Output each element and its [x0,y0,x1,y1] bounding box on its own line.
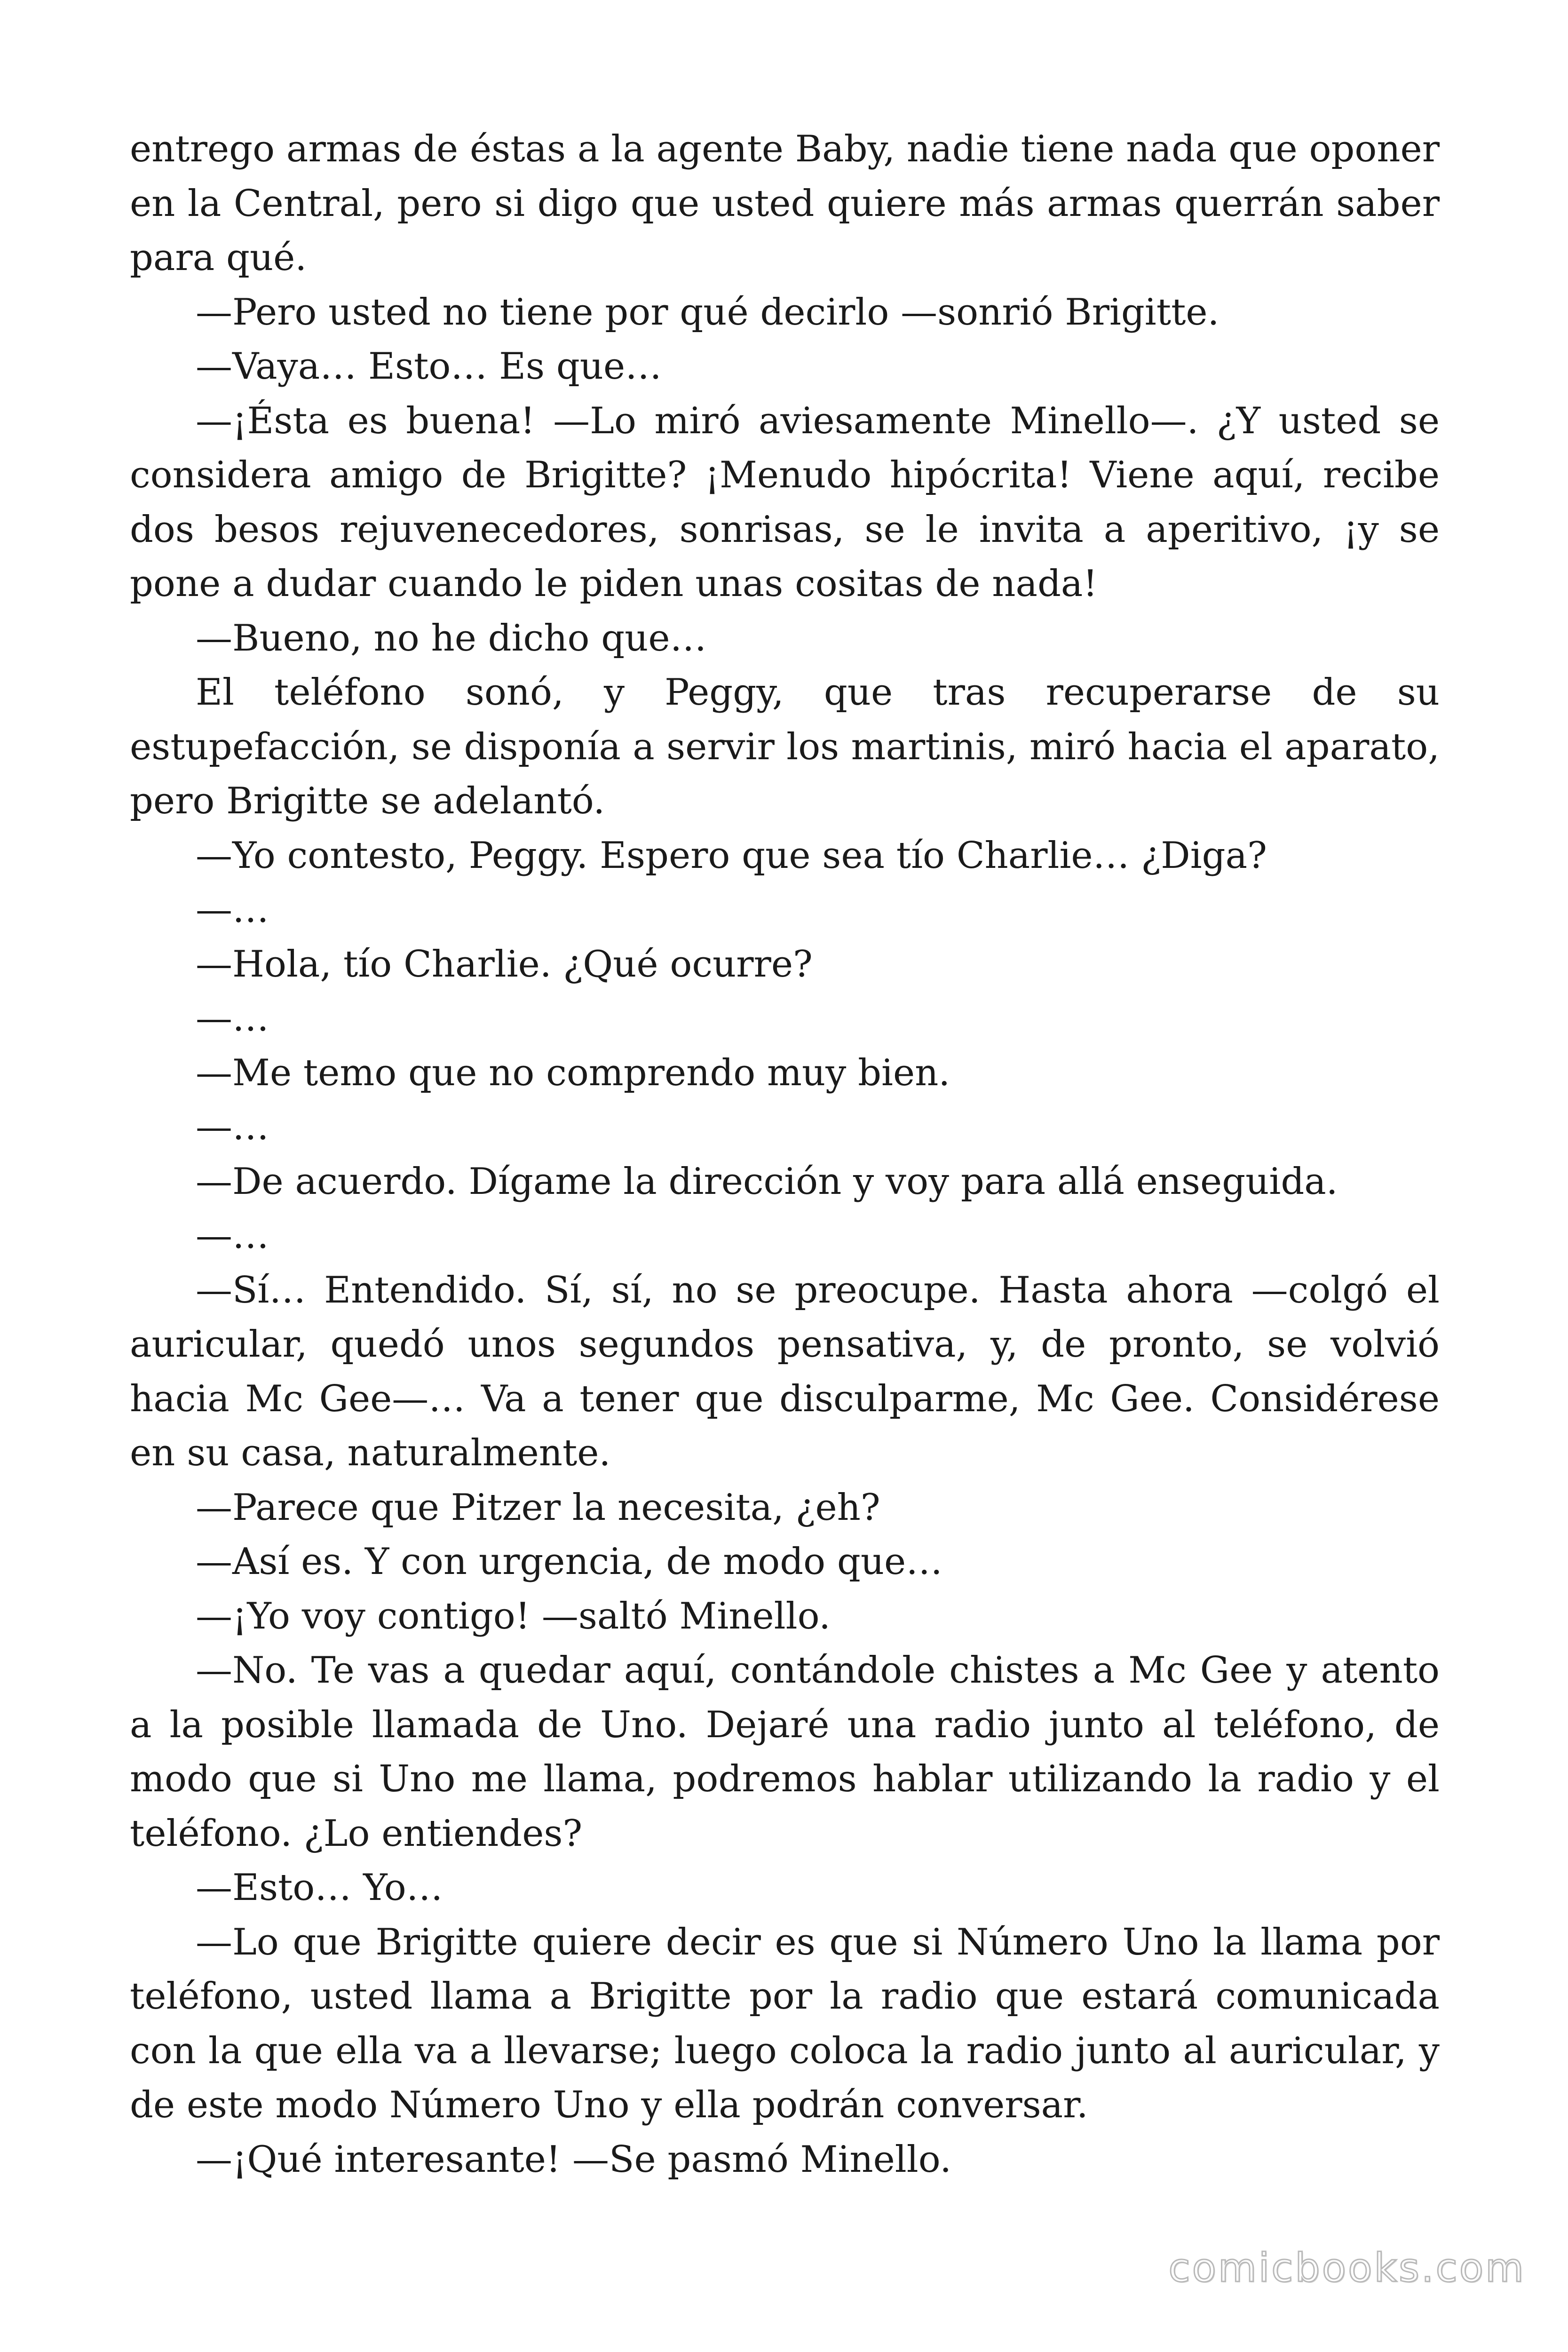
paragraph: —Lo que Brigitte quiere decir es que si Número Uno la llama por teléfono, usted llama a Brigitte por la radio que estará comunicada con la que ella va a llevarse; luego coloca la radio junto al auricular, y de este modo Número Uno y ella podrán conversar. [130,1921,1440,2126]
paragraph: entrego armas de éstas a la agente Baby, nadie tiene nada que oponer en la Central, pero si digo que usted quiere más armas querrán saber para qué. [130,128,1440,279]
paragraph: —¡Ésta es buena! —Lo miró aviesamente Minello—. ¿Y usted se considera amigo de Brigitte? ¡Menudo hipócrita! Viene aquí, recibe dos besos rejuvenecedores, sonrisas, se le invita a aperitivo, ¡y se pone a dudar cuando le piden unas cositas de nada! [130,399,1440,605]
paragraph: —No. Te vas a quedar aquí, contándole chistes a Mc Gee y atento a la posible llamada de Uno. Dejaré una radio junto al teléfono, de modo que si Uno me llama, podremos hablar utilizando la radio y el teléfono. ¿Lo entiendes? [130,1649,1440,1855]
paragraph: —Bueno, no he dicho que… [196,617,707,660]
paragraph: —¡Qué interesante! —Se pasmó Minello. [196,2138,952,2181]
paragraph: —Sí… Entendido. Sí, sí, no se preocupe. Hasta ahora —colgó el auricular, quedó unos segundos pensativa, y, de pronto, se volvió hacia Mc Gee—… Va a tener que disculparme, Mc Gee. Considérese en su casa, naturalmente. [130,1269,1440,1474]
paragraph: —… [196,1215,269,1257]
paragraph: —Esto… Yo… [196,1867,443,1909]
paragraph: —Hola, tío Charlie. ¿Qué ocurre? [196,943,813,985]
paragraph: —Pero usted no tiene por qué decirlo —sonrió Brigitte. [196,291,1220,334]
paragraph: —… [196,1106,269,1148]
paragraph: —De acuerdo. Dígame la dirección y voy para allá enseguida. [196,1160,1338,1203]
paragraph: —¡Yo voy contigo! —saltó Minello. [196,1595,831,1637]
paragraph: —Vaya… Esto… Es que… [196,345,662,388]
paragraph: —Me temo que no comprendo muy bien. [196,1051,950,1094]
book-page-text [130,122,1440,2187]
paragraph: —Así es. Y con urgencia, de modo que… [196,1541,943,1583]
watermark-logo: comicbooks.com [1168,2245,1526,2291]
paragraph: —Yo contesto, Peggy. Espero que sea tío Charlie… ¿Diga? [196,834,1267,877]
paragraph: El teléfono sonó, y Peggy, que tras recuperarse de su estupefacción, se disponía a servir los martinis, miró hacia el aparato, pero Brigitte se adelantó. [130,671,1440,822]
paragraph: —… [196,997,269,1040]
paragraph: —Parece que Pitzer la necesita, ¿eh? [196,1486,880,1529]
paragraph: —… [196,889,269,931]
